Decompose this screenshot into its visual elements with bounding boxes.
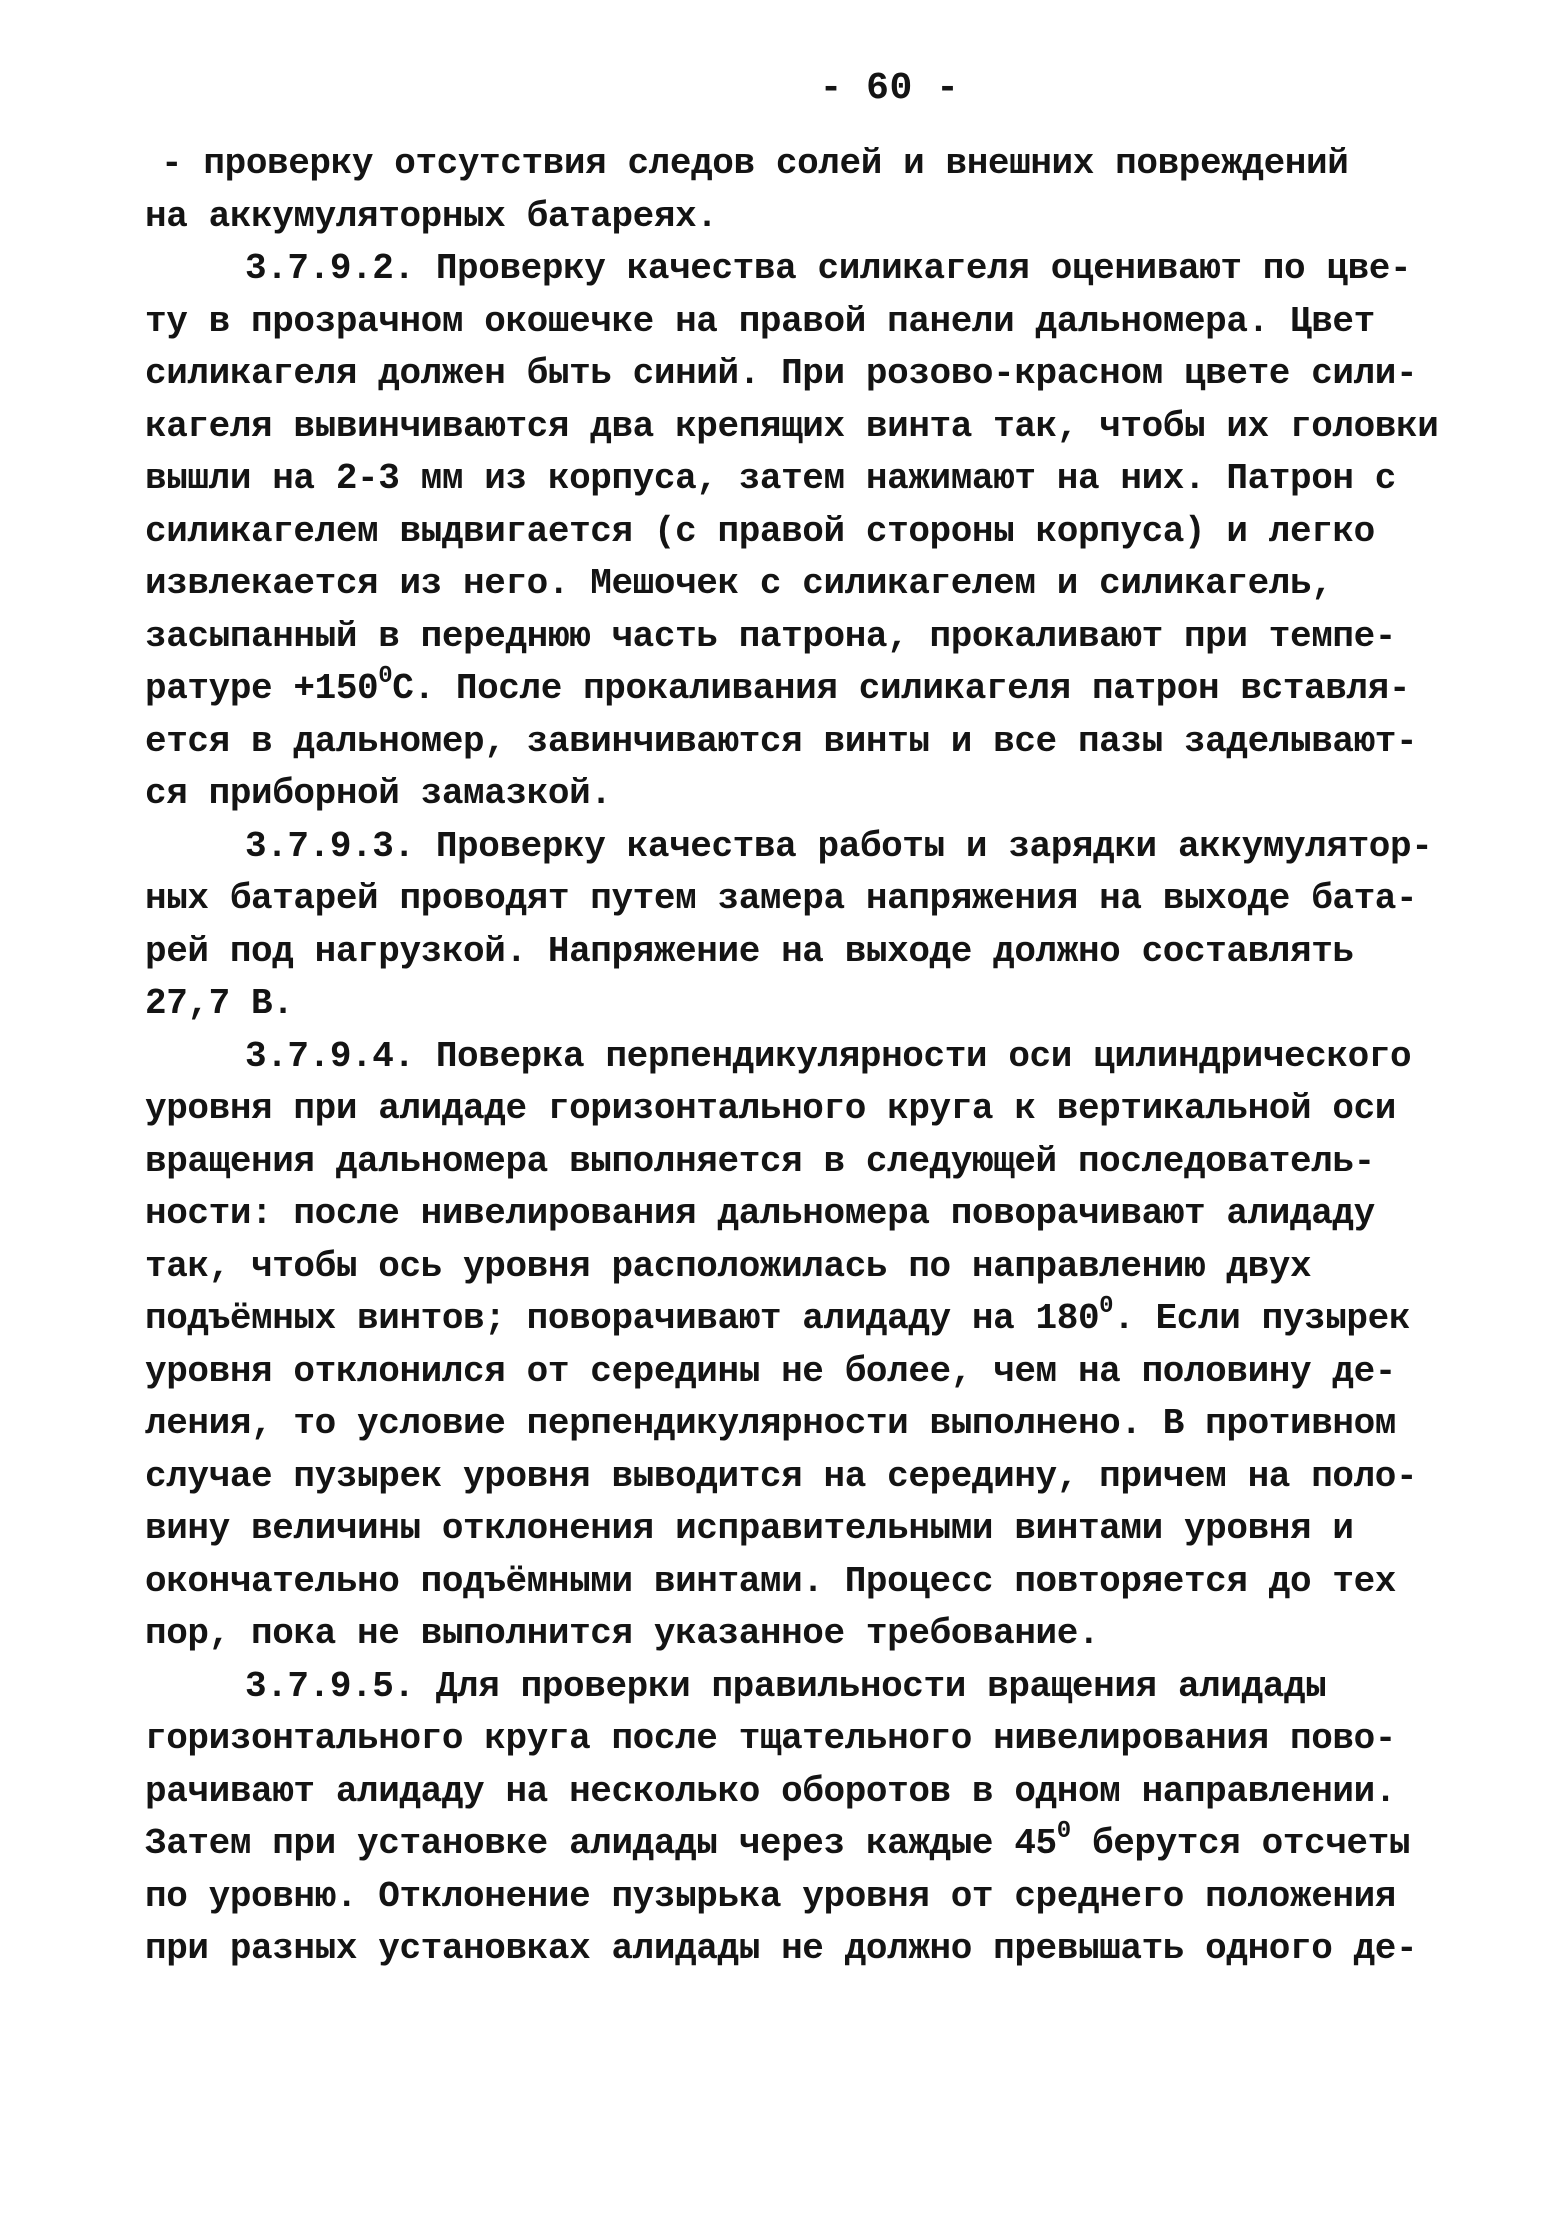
text-line	[145, 873, 1445, 926]
text-line-content: ления, то условие перпендикулярности выполнено. В противном	[145, 1403, 1397, 1444]
text-line	[145, 1923, 1445, 1976]
text-line	[145, 611, 1445, 664]
text-line-content: ных батарей проводят путем замера напряжения на выходе бата-	[145, 878, 1418, 919]
text-line-content: силикагеля должен быть синий. При розово-красном цвете сили-	[145, 353, 1418, 394]
text-line	[145, 1556, 1445, 1609]
text-line-content: 3.7.9.2. Проверку качества силикагеля оценивают по цве-	[245, 248, 1412, 289]
document-body	[145, 138, 1445, 1976]
text-line	[145, 1136, 1445, 1189]
text-line	[145, 1503, 1445, 1556]
text-line	[145, 1293, 1445, 1346]
text-line-content: подъёмных винтов; поворачивают алидаду на 180	[145, 1298, 1100, 1339]
text-line	[145, 401, 1445, 454]
text-line-content: ся приборной замазкой.	[145, 773, 612, 814]
text-line	[145, 1241, 1445, 1294]
text-line-content: кагеля вывинчиваются два крепящих винта так, чтобы их головки	[145, 405, 1439, 447]
text-line-content: 3.7.9.4. Поверка перпендикулярности оси цилиндрического	[245, 1035, 1412, 1077]
text-line-content: ется в дальномер, завинчиваются винты и все пазы заделывают-	[145, 720, 1418, 762]
text-line	[145, 1661, 1445, 1714]
text-line-content: рей под нагрузкой. Напряжение на выходе должно составлять	[145, 930, 1354, 972]
text-line-content: пор, пока не выполнится указанное требование.	[145, 1613, 1100, 1654]
text-line-content: по уровню. Отклонение пузырька уровня от среднего положения	[145, 1875, 1397, 1917]
text-line	[145, 1083, 1445, 1136]
text-line-content: - проверку отсутствия следов солей и внешних повреждений	[161, 143, 1349, 184]
text-line	[145, 978, 1445, 1031]
text-line-content: уровня отклонился от середины не более, чем на половину де-	[145, 1350, 1397, 1392]
text-line-content: так, чтобы ось уровня расположилась по направлению двух	[145, 1245, 1312, 1287]
text-line	[145, 506, 1445, 559]
text-line-content: 27,7 В.	[145, 983, 294, 1024]
degree-superscript: 0	[378, 663, 393, 690]
text-line	[145, 1346, 1445, 1399]
text-line-content: окончательно подъёмными винтами. Процесс повторяется до тех	[145, 1560, 1397, 1602]
page-number: - 60 -	[819, 67, 960, 110]
text-line-content: при разных установках алидады не должно превышать одного де-	[145, 1928, 1418, 1969]
text-line	[145, 138, 1445, 191]
text-line-content: вращения дальномера выполняется в следующей последователь-	[145, 1140, 1375, 1182]
text-line-content: извлекается из него. Мешочек с силикагелем и силикагель,	[145, 563, 1333, 604]
text-line-content: ратуре +150	[145, 668, 379, 709]
text-line	[145, 926, 1445, 979]
degree-superscript: 0	[1056, 1818, 1071, 1845]
text-line-content: уровня при алидаде горизонтального круга к вертикальной оси	[145, 1088, 1397, 1129]
text-line-content: вышли на 2-3 мм из корпуса, затем нажимают на них. Патрон с	[145, 458, 1397, 499]
text-line	[145, 191, 1445, 244]
text-line-content: вину величины отклонения исправительными винтами уровня и	[145, 1508, 1354, 1549]
text-line-content: Затем при установке алидады через каждые 45	[145, 1823, 1057, 1864]
text-line	[145, 1608, 1445, 1661]
text-line	[145, 663, 1445, 716]
text-line-content: силикагелем выдвигается (с правой стороны корпуса) и легко	[145, 510, 1375, 552]
text-line-continuation: С. После прокаливания силикагеля патрон вставля-	[392, 668, 1411, 709]
text-line-content: случае пузырек уровня выводится на середину, причем на поло-	[145, 1455, 1418, 1497]
text-line-content: засыпанный в переднюю часть патрона, прокаливают при темпе-	[145, 615, 1397, 657]
text-line	[145, 1451, 1445, 1504]
text-line-content: 3.7.9.3. Проверку качества работы и зарядки аккумулятор-	[245, 825, 1433, 867]
text-line	[145, 716, 1445, 769]
text-line-content: на аккумуляторных батареях.	[145, 195, 718, 237]
text-line	[145, 1818, 1445, 1871]
text-line	[145, 296, 1445, 349]
text-line-content: рачивают алидаду на несколько оборотов в одном направлении.	[145, 1770, 1397, 1812]
text-line	[145, 453, 1445, 506]
text-line-content: ности: после нивелирования дальномера поворачивают алидаду	[145, 1193, 1375, 1234]
text-line	[145, 1766, 1445, 1819]
text-line	[145, 1398, 1445, 1451]
text-line	[145, 768, 1445, 821]
text-line	[145, 243, 1445, 296]
text-line	[145, 821, 1445, 874]
text-line-continuation: берутся отсчеты	[1070, 1823, 1411, 1864]
text-line-content: ту в прозрачном окошечке на правой панели дальномера. Цвет	[145, 300, 1375, 342]
text-line	[145, 1871, 1445, 1924]
text-line	[145, 348, 1445, 401]
text-line	[145, 1031, 1445, 1084]
text-line-content: горизонтального круга после тщательного нивелирования пово-	[145, 1718, 1397, 1759]
text-line-content: 3.7.9.5. Для проверки правильности вращения алидады	[245, 1665, 1327, 1707]
text-line	[145, 1188, 1445, 1241]
text-line	[145, 1713, 1445, 1766]
text-line-continuation: . Если пузырек	[1113, 1298, 1411, 1339]
degree-superscript: 0	[1099, 1293, 1114, 1320]
text-line	[145, 558, 1445, 611]
